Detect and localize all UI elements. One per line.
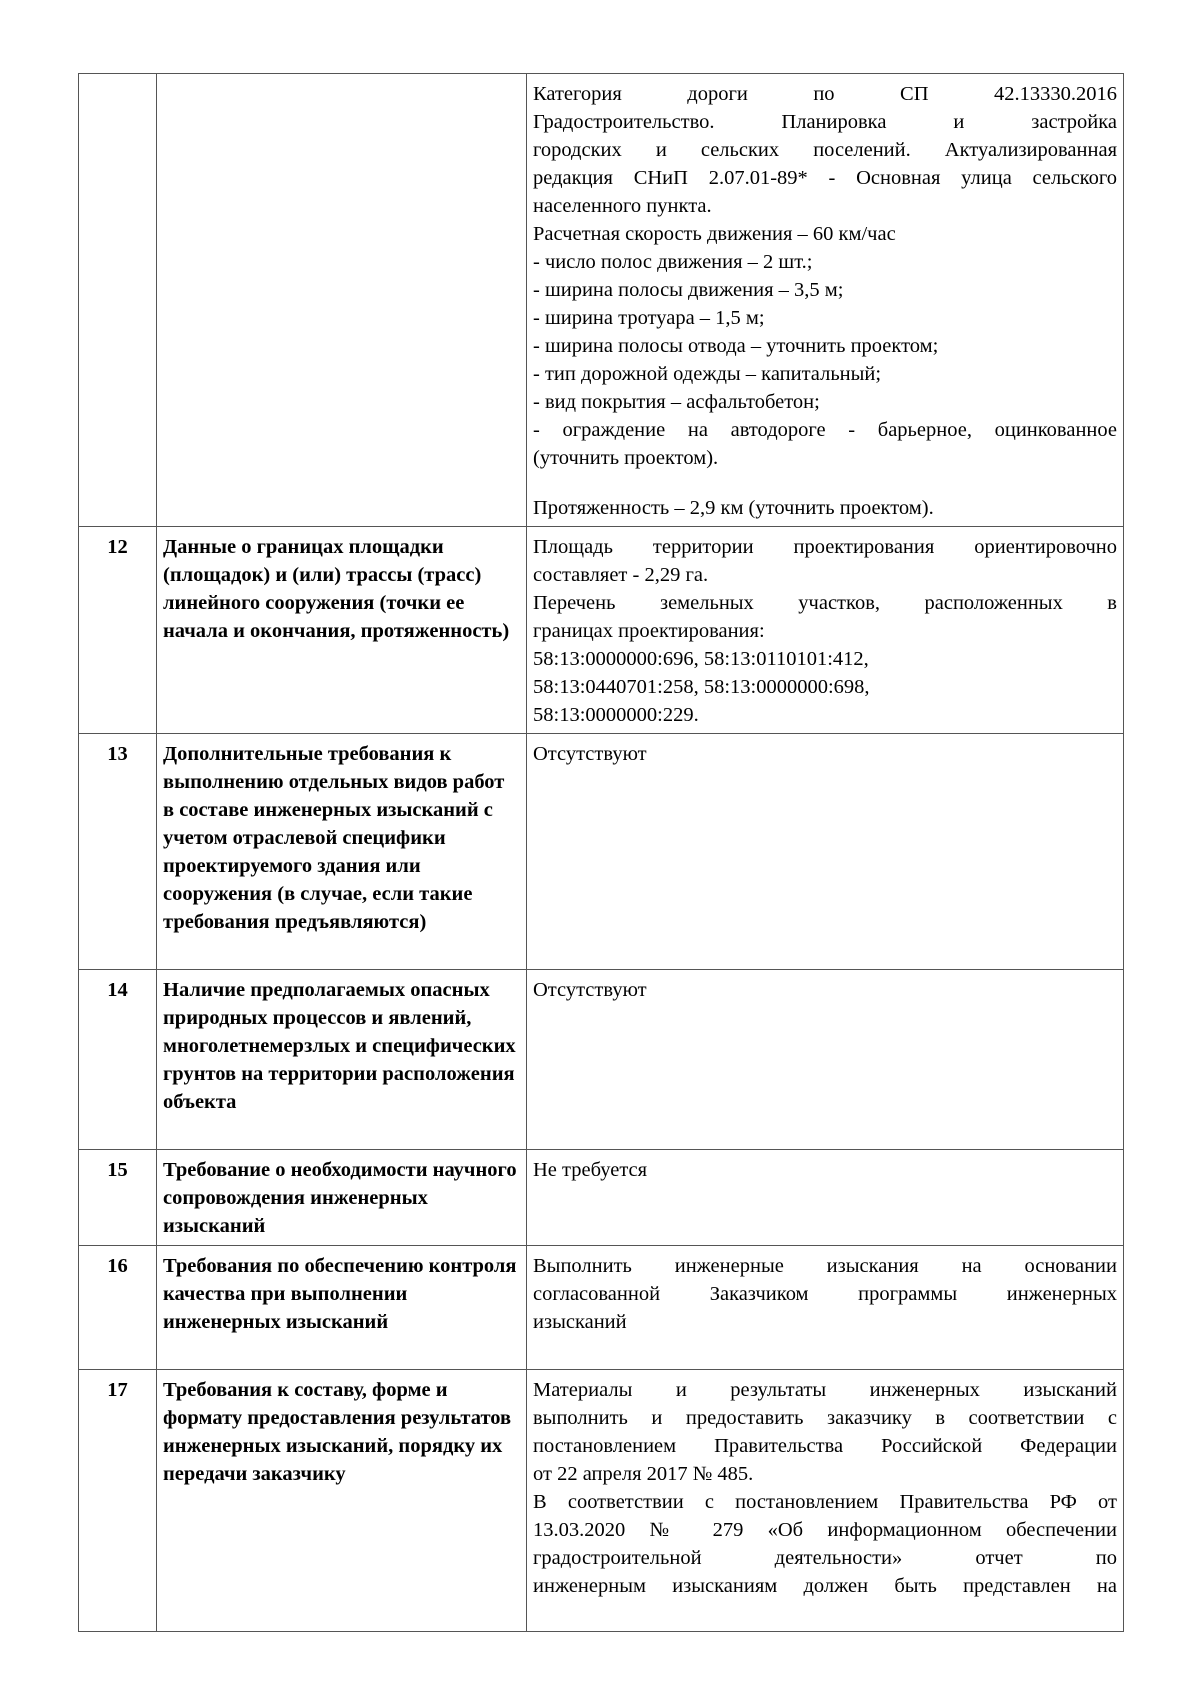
table-row bbox=[79, 734, 1124, 970]
text-line: городских и сельских поселений. Актуализированная bbox=[533, 139, 1117, 161]
requirement-value bbox=[527, 1370, 1124, 1632]
text-line: 13.03.2020 № 279 «Об информационном обеспечении bbox=[533, 1519, 1117, 1541]
table-row bbox=[79, 1150, 1124, 1246]
requirements-table bbox=[78, 73, 1124, 1632]
text-line: составляет - 2,29 га. bbox=[533, 564, 709, 586]
requirement-name bbox=[157, 74, 527, 527]
parcel-line: 58:13:0000000:696, 58:13:0110101:412, bbox=[533, 648, 869, 670]
table-row bbox=[79, 74, 1124, 527]
text-line: Площадь территории проектирования ориентировочно bbox=[533, 536, 1117, 558]
requirement-name: Данные о границах площадки (площадок) и (или) трассы (трасс) линейного сооружения (точки ее начала и окончания, протяженность) bbox=[157, 527, 527, 734]
requirement-name: Дополнительные требования к выполнению отдельных видов работ в составе инженерных изысканий с учетом отраслевой специфики проектируемого здания или сооружения (в случае, если такие требования предъявляются) bbox=[157, 734, 527, 970]
param-line: - число полос движения – 2 шт.; bbox=[533, 251, 813, 273]
text-line: постановлением Правительства Российской Федерации bbox=[533, 1435, 1117, 1457]
row-number: 13 bbox=[79, 734, 157, 970]
param-line: - ширина тротуара – 1,5 м; bbox=[533, 307, 765, 329]
param-line: - вид покрытия – асфальтобетон; bbox=[533, 391, 820, 413]
text-line: выполнить и предоставить заказчику в соответствии с bbox=[533, 1407, 1117, 1429]
requirement-value bbox=[527, 1246, 1124, 1370]
parcel-line: 58:13:0440701:258, 58:13:0000000:698, bbox=[533, 676, 870, 698]
requirement-value bbox=[527, 74, 1124, 527]
requirement-value: Не требуется bbox=[527, 1150, 1124, 1246]
param-line: - тип дорожной одежды – капитальный; bbox=[533, 363, 882, 385]
param-line: - ограждение на автодороге - барьерное, оцинкованное bbox=[533, 419, 1117, 441]
row-number: 12 bbox=[79, 527, 157, 734]
param-line: Расчетная скорость движения – 60 км/час bbox=[533, 223, 896, 245]
text-line: изысканий bbox=[533, 1311, 627, 1333]
requirement-value: Отсутствуют bbox=[527, 734, 1124, 970]
row-number: 17 bbox=[79, 1370, 157, 1632]
parcel-line: 58:13:0000000:229. bbox=[533, 704, 699, 726]
table-row bbox=[79, 1370, 1124, 1632]
row-number bbox=[79, 74, 157, 527]
table-row bbox=[79, 527, 1124, 734]
text-line: Градостроительство. Планировка и застройка bbox=[533, 111, 1117, 133]
table-row bbox=[79, 970, 1124, 1150]
requirement-value bbox=[527, 527, 1124, 734]
table-row bbox=[79, 1246, 1124, 1370]
requirement-value: Отсутствуют bbox=[527, 970, 1124, 1150]
param-line: (уточнить проектом). bbox=[533, 447, 719, 469]
text-line: Материалы и результаты инженерных изысканий bbox=[533, 1379, 1117, 1401]
text-line: границах проектирования: bbox=[533, 620, 765, 642]
text-line: градостроительной деятельности» отчет по bbox=[533, 1547, 1117, 1569]
text-line: населенного пункта. bbox=[533, 195, 712, 217]
row-number: 15 bbox=[79, 1150, 157, 1246]
row-number: 14 bbox=[79, 970, 157, 1150]
requirement-name: Требования к составу, форме и формату предоставления результатов инженерных изысканий, порядку их передачи заказчику bbox=[157, 1370, 527, 1632]
param-line: - ширина полосы движения – 3,5 м; bbox=[533, 279, 844, 301]
text-line: от 22 апреля 2017 № 485. bbox=[533, 1463, 754, 1485]
text-line: В соответствии с постановлением Правительства РФ от bbox=[533, 1491, 1117, 1513]
requirement-name: Наличие предполагаемых опасных природных процессов и явлений, многолетнемерзлых и специфических грунтов на территории расположения объекта bbox=[157, 970, 527, 1150]
spacer bbox=[533, 472, 1117, 494]
requirement-name: Требования по обеспечению контроля качества при выполнении инженерных изысканий bbox=[157, 1246, 527, 1370]
text-line: согласованной Заказчиком программы инженерных bbox=[533, 1283, 1117, 1305]
text-line: Выполнить инженерные изыскания на основании bbox=[533, 1255, 1117, 1277]
param-line: - ширина полосы отвода – уточнить проектом; bbox=[533, 335, 939, 357]
length-line: Протяженность – 2,9 км (уточнить проектом). bbox=[533, 497, 934, 519]
text-line: Перечень земельных участков, расположенных в bbox=[533, 592, 1117, 614]
text-line: редакция СНиП 2.07.01-89* - Основная улица сельского bbox=[533, 167, 1117, 189]
text-line: Категория дороги по СП 42.13330.2016 bbox=[533, 83, 1117, 105]
text-line: инженерным изысканиям должен быть представлен на bbox=[533, 1575, 1117, 1597]
requirement-name: Требование о необходимости научного сопровождения инженерных изысканий bbox=[157, 1150, 527, 1246]
row-number: 16 bbox=[79, 1246, 157, 1370]
